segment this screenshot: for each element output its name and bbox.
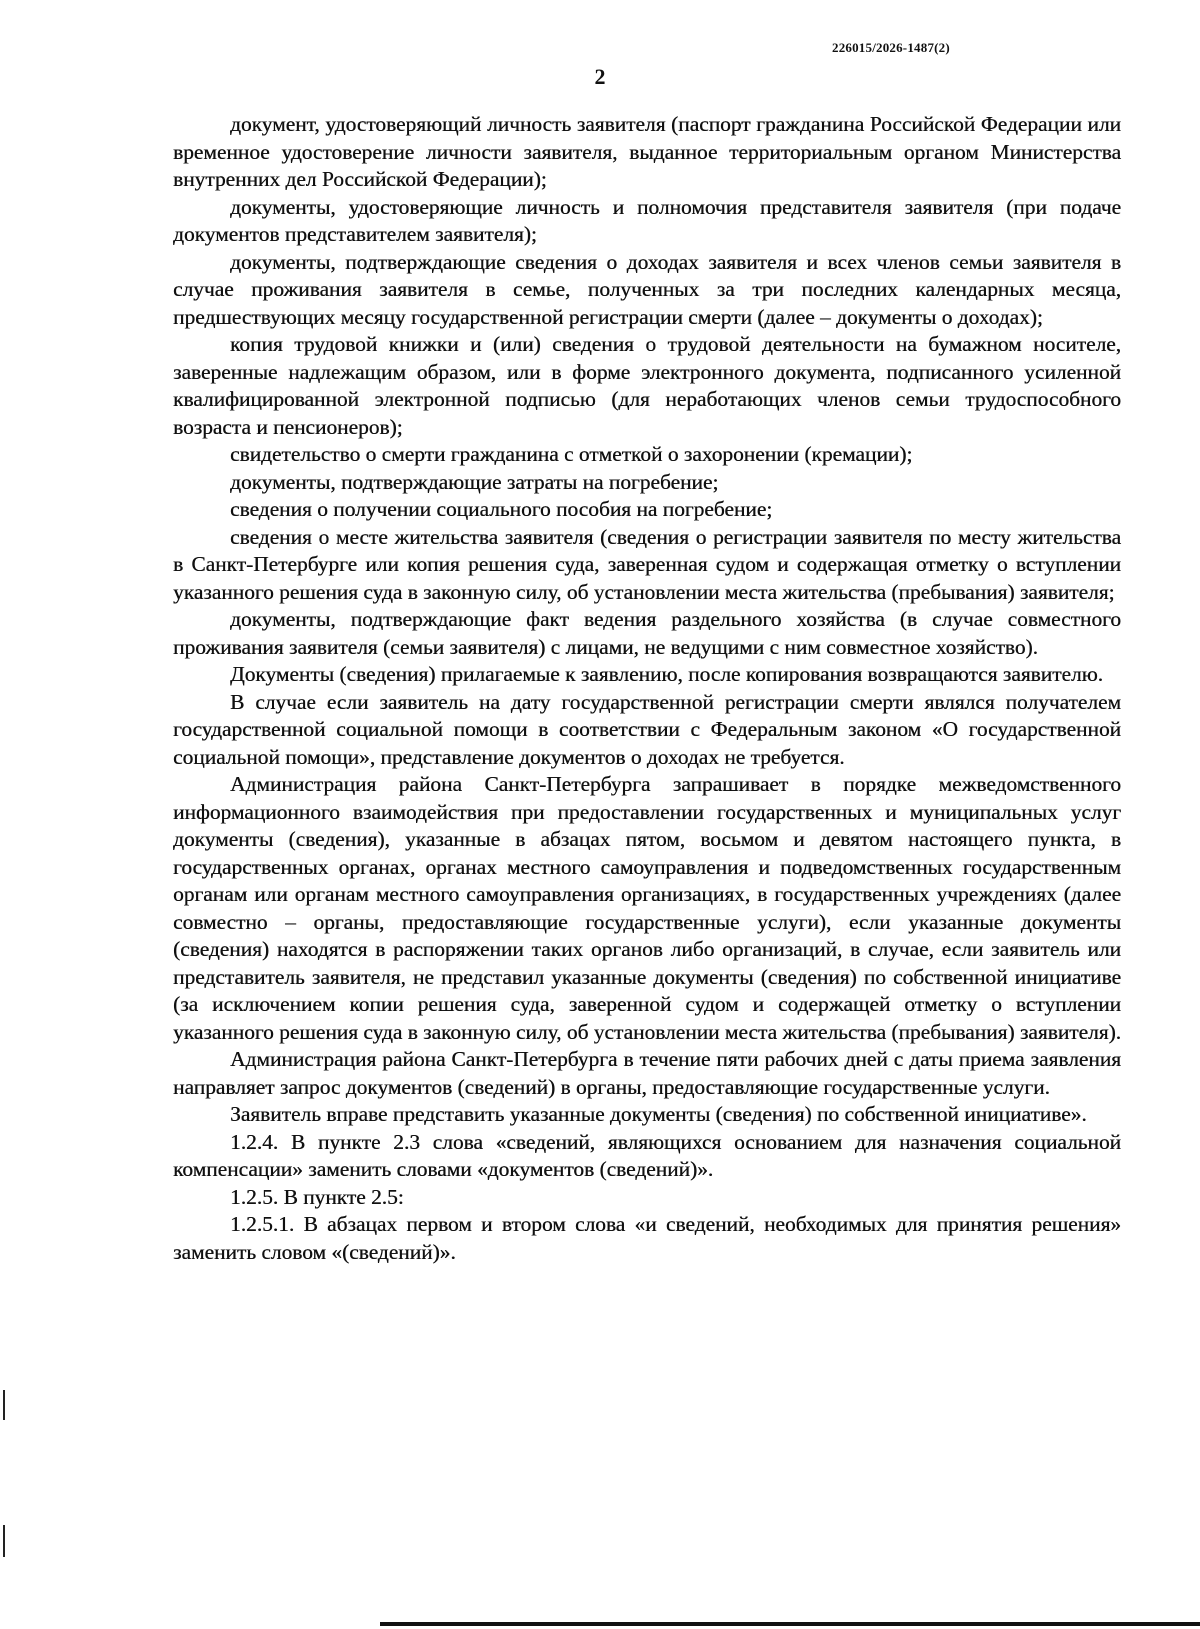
paragraph-residence-info: сведения о месте жительства заявителя (сведения о регистрации заявителя по месту жительства в Санкт-Петербурге или копия решения суда, заверенная судом и содержащая отметку о вступлении указанного решения суда в законную силу, об установлении места жительства (пребывания) заявителя; [173,524,1121,604]
paragraph-burial-allowance: сведения о получении социального пособия на погребение; [230,497,773,521]
paragraph-documents-returned: Документы (сведения) прилагаемые к заявлению, после копирования возвращаются заявителю. [230,662,1103,686]
paragraph-clause-1-2-5: 1.2.5. В пункте 2.5: [230,1184,404,1209]
paragraph-identity-document: документ, удостоверяющий личность заявителя (паспорт гражданина Российской Федерации или временное удостоверение личности заявителя, выданное территориальным органом Министерства внутренних дел Российской Федерации); [173,112,1121,191]
paragraph-employment-record: копия трудовой книжки и (или) сведения о трудовой деятельности на бумажном носителе, заверенные надлежащим образом, или в форме электронного документа, подписанного усиленной квалифицированной электронной подписью (для неработающих членов семьи трудоспособного возраста и пенсионеров); [173,332,1121,439]
scan-bottom-edge [380,1622,1200,1626]
page-number-container [0,64,1200,90]
paragraph-separate-household: документы, подтверждающие факт ведения раздельного хозяйства (в случае совместного проживания заявителя (семьи заявителя) с лицами, не ведущими с ним совместное хозяйство). [173,607,1121,659]
paragraph-clause-1-2-4: 1.2.4. В пункте 2.3 слова «сведений, являющихся основанием для назначения социальной компенсации» заменить словами «документов (сведений)». [173,1129,1121,1181]
scan-margin-mark-bottom [3,1525,5,1557]
paragraph-income-documents: документы, подтверждающие сведения о доходах заявителя и всех членов семьи заявителя в случае проживания заявителя в семье, полученных за три последних календарных месяца, предшествующих месяцу государственной регистрации смерти (далее – документы о доходах); [173,249,1121,329]
paragraph-clause-1-2-5-1: 1.2.5.1. В абзацах первом и втором слова «и сведений, необходимых для принятия решения» заменить словом «(сведений)». [173,1212,1121,1264]
paragraph-burial-expenses: документы, подтверждающие затраты на погребение; [230,469,719,494]
paragraph-death-certificate: свидетельство о смерти гражданина с отметкой о захоронении (кремации); [230,442,913,466]
paragraph-representative-documents: документы, удостоверяющие личность и полномочия представителя заявителя (при подаче документов представителем заявителя); [173,194,1121,246]
document-registration-number: 226015/2026-1487(2) [832,40,950,55]
page-number: 2 [594,64,606,89]
paragraph-request-deadline: Администрация района Санкт-Петербурга в течение пяти рабочих дней с даты приема заявления направляет запрос документов (сведений) в органы, предоставляющие государственные услуги. [173,1047,1121,1099]
paragraph-own-initiative: Заявитель вправе представить указанные документы (сведения) по собственной инициативе». [230,1102,1087,1126]
paragraph-social-assistance: В случае если заявитель на дату государственной регистрации смерти являлся получателем государственной социальной помощи в соответствии с Федеральным законом «О государственной социальной помощи», представление документов о доходах не требуется. [173,689,1121,769]
paragraph-interagency-request: Администрация района Санкт-Петербурга запрашивает в порядке межведомственного информационного взаимодействия при предоставлении государственных и муниципальных услуг документы (сведения), указанные в абзацах пятом, восьмом и девятом настоящего пункта, в государственных органах, органах местного самоуправления и подведомственных государственным органам или органам местного самоуправления организациях, в государственных учреждениях (далее совместно – органы, предоставляющие государственные услуги), если указанные документы (сведения) находятся в распоряжении таких органов либо организаций, в случае, если заявитель или представитель заявителя, не представил указанные документы (сведения) по собственной инициативе (за исключением копии решения суда, заверенной судом и содержащей отметку о вступлении указанного решения суда в законную силу, об установлении места жительства (пребывания) заявителя). [173,772,1122,1044]
scan-margin-mark-top [3,1390,5,1420]
document-body [173,111,1121,1266]
